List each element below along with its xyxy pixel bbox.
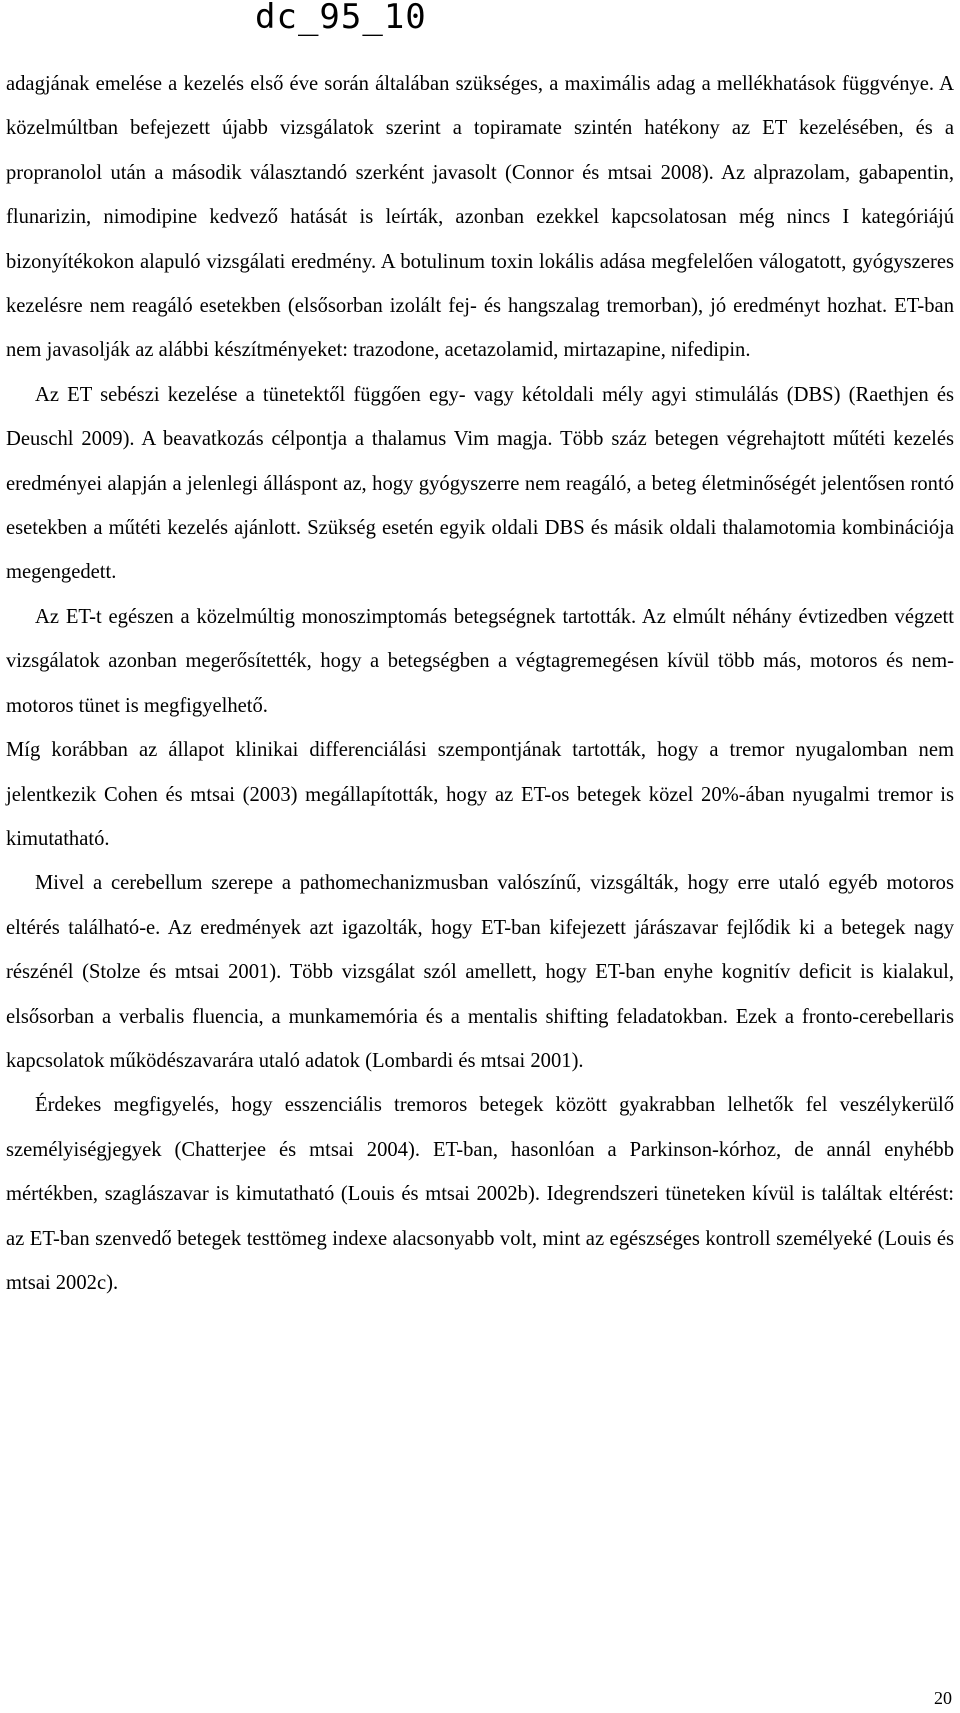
document-id-header: dc_95_10 [255, 0, 427, 37]
paragraph-cerebellum: Mivel a cerebellum szerepe a pathomechanizmusban valószínű, vizsgálták, hogy erre utaló egyéb motoros eltérés található-e. Az eredmények azt igazolták, hogy ET-ban kifejezett járászavar fejlődik ki a betegek nagy részénél (Stolze és mtsai 2001). Több vizsgálat szól amellett, hogy ET-ban enyhe kognitív deficit is kialakul, elsősorban a verbalis fluencia, a munkamemória és a mentalis shifting feladatokban. Ezek a fronto-cerebellaris kapcsolatok működészavarára utaló adatok (Lombardi és mtsai 2001). [6, 872, 954, 1072]
paragraph-treatment-continued: adagjának emelése a kezelés első éve során általában szükséges, a maximális adag a mellékhatások függvénye. A közelmúltban befejezett újabb vizsgálatok szerint a topiramate szintén hatékony az ET kezelésében, és a propranolol után a második választandó szerként javasolt (Connor és mtsai 2008). Az alprazolam, gabapentin, flunarizin, nimodipine kedvező hatását is leírták, azonban ezekkel kapcsolatosan még nincs I kategóriájú bizonyítékokon alapuló vizsgálati eredmény. A botulinum toxin lokális adása megfelelően válogatott, gyógyszeres kezelésre nem reagáló esetekben (elsősorban izolált fej- és hangszalag tremorban), jó eredményt hozhat. ET-ban nem javasolják az alábbi készítményeket: trazodone, acetazolamid, mirtazapine, nifedipin. [6, 73, 954, 362]
paragraph-rest-tremor: Míg korábban az állapot klinikai differenciálási szempontjának tartották, hogy a tremor nyugalomban nem jelentkezik Cohen és mtsai (2003) megállapították, hogy az ET-os betegek közel 20%-ában nyugalmi tremor is kimutatható. [6, 739, 954, 850]
paragraph-surgical-treatment: Az ET sebészi kezelése a tünetektől függően egy- vagy kétoldali mély agyi stimulálás (DBS) (Raethjen és Deuschl 2009). A beavatkozás célpontja a thalamus Vim magja. Több száz betegen végrehajtott műtéti kezelés eredményei alapján a jelenlegi álláspont az, hogy gyógyszerre nem reagáló, a beteg életminőségét jelentősen rontó esetekben a műtéti kezelés ajánlott. Szükség esetén egyik oldali DBS és másik oldali thalamotomia kombinációja megengedett. [6, 383, 954, 584]
paragraph-monosymptomatic: Az ET-t egészen a közelmúltig monoszimptomás betegségnek tartották. Az elmúlt néhány évtizedben végzett vizsgálatok azonban megerősítették, hogy a betegségben a végtagremegésen kívül több más, motoros és nem-motoros tünet is megfigyelhető. [6, 605, 954, 717]
page-number: 20 [934, 1688, 952, 1708]
paragraph-personality-olfaction: Érdekes megfigyelés, hogy esszenciális tremoros betegek között gyakrabban lelhetők fel veszélykerülő személyiségjegyek (Chatterjee és mtsai 2004). ET-ban, hasonlóan a Parkinson-kórhoz, de annál enyhébb mértékben, szaglászavar is kimutatható (Louis és mtsai 2002b). Idegrendszeri tüneteken kívül is találtak eltérést: az ET-ban szenvedő betegek testtömeg indexe alacsonyabb volt, mint az egészséges kontroll személyeké (Louis és mtsai 2002c). [6, 1094, 954, 1294]
document-body [6, 62, 954, 1305]
